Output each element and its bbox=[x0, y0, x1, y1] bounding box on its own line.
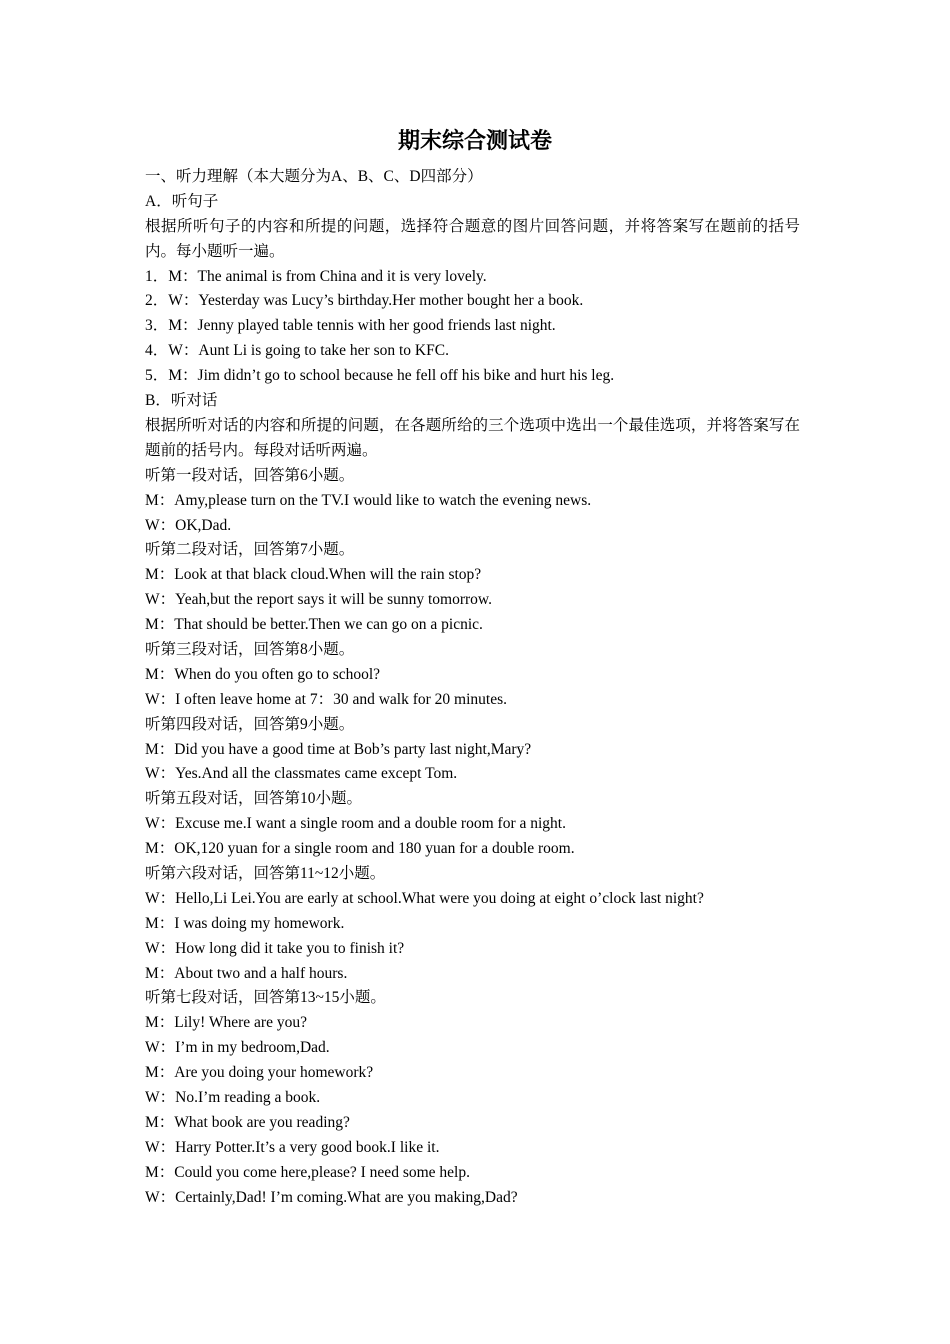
section-heading: 一、听力理解（本大题分为A、B、C、D四部分） bbox=[145, 168, 483, 185]
dialogue-line: M：Could you come here,please? I need some help. bbox=[145, 1163, 470, 1181]
dialogue-line: M：Lily! Where are you? bbox=[145, 1014, 307, 1032]
dialogue-line: M：That should be better.Then we can go on a picnic. bbox=[145, 616, 483, 634]
page-title: 期末综合测试卷 bbox=[397, 128, 552, 154]
dialogue-line: W：I often leave home at 7：30 and walk for 20 minutes. bbox=[145, 690, 507, 708]
dialogue-line: W：Yeah,but the report says it will be sunny tomorrow. bbox=[145, 591, 492, 609]
dialogue-line: W：Excuse me.I want a single room and a double room for a night. bbox=[145, 815, 566, 833]
dialogue-intro: 听第五段对话，回答第10小题。 bbox=[145, 790, 363, 808]
dialogue-line: M：Look at that black cloud.When will the rain stop? bbox=[145, 566, 482, 584]
dialogue-intro: 听第六段对话，回答第11~12小题。 bbox=[145, 865, 386, 882]
dialogue-line: M：When do you often go to school? bbox=[145, 665, 381, 683]
dialogue-line: W：How long did it take you to finish it? bbox=[145, 939, 405, 957]
dialogue-line: W：Certainly,Dad! I’m coming.What are you making,Dad? bbox=[145, 1188, 518, 1206]
part-b-heading: B．听对话 bbox=[145, 392, 218, 410]
document-body bbox=[145, 165, 800, 1210]
dialogue-line: W：I’m in my bedroom,Dad. bbox=[145, 1039, 330, 1057]
dialogue-line: M：What book are you reading? bbox=[145, 1113, 350, 1131]
dialogue-intro: 听第三段对话，回答第8小题。 bbox=[145, 640, 355, 658]
dialogue-line: M：Did you have a good time at Bob’s party last night,Mary? bbox=[145, 740, 532, 758]
dialogue-intro: 听第七段对话，回答第13~15小题。 bbox=[145, 989, 386, 1007]
part-b-instructions: 根据所听对话的内容和所提的问题，在各题所给的三个选项中选出一个最佳选项，并将答案写在题前的括号内。每段对话听两遍。 bbox=[145, 416, 800, 459]
dialogue-intro: 听第二段对话，回答第7小题。 bbox=[145, 541, 355, 559]
dialogue-line: W：Hello,Li Lei.You are early at school.What were you doing at eight o’clock last night? bbox=[145, 889, 704, 907]
part-a-item: 4．W：Aunt Li is going to take her son to KFC. bbox=[145, 342, 449, 360]
dialogue-line: M：OK,120 yuan for a single room and 180 yuan for a double room. bbox=[145, 840, 575, 858]
dialogue-line: M：Amy,please turn on the TV.I would like to watch the evening news. bbox=[145, 491, 592, 509]
dialogue-line: W：Harry Potter.It’s a very good book.I like it. bbox=[145, 1138, 440, 1156]
dialogue-intro: 听第一段对话，回答第6小题。 bbox=[145, 466, 355, 484]
part-a-item: 1．M：The animal is from China and it is very lovely. bbox=[145, 267, 487, 285]
dialogue-line: M：About two and a half hours. bbox=[145, 964, 348, 982]
part-a-instructions: 根据所听句子的内容和所提的问题，选择符合题意的图片回答问题，并将答案写在题前的括号内。每小题听一遍。 bbox=[145, 217, 800, 260]
part-a-item: 2．W：Yesterday was Lucy’s birthday.Her mother bought her a book. bbox=[145, 292, 584, 310]
dialogue-line: W：OK,Dad. bbox=[145, 516, 232, 534]
dialogue-line: M：I was doing my homework. bbox=[145, 914, 345, 932]
dialogue-line: M：Are you doing your homework? bbox=[145, 1064, 374, 1082]
part-a-item: 5．M：Jim didn’t go to school because he fell off his bike and hurt his leg. bbox=[145, 367, 615, 385]
dialogue-line: W：Yes.And all the classmates came except Tom. bbox=[145, 765, 458, 783]
dialogue-intro: 听第四段对话，回答第9小题。 bbox=[145, 715, 355, 733]
part-a-heading: A．听句子 bbox=[145, 192, 219, 210]
part-a-item: 3．M：Jenny played table tennis with her good friends last night. bbox=[145, 317, 556, 335]
dialogue-line: W：No.I’m reading a book. bbox=[145, 1089, 321, 1107]
